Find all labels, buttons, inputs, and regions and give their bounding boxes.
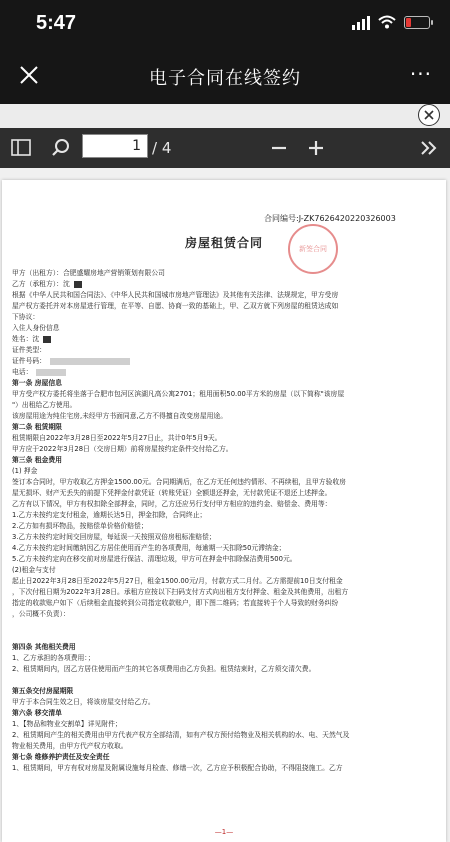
blank-line: [12, 631, 434, 642]
contract-line: 电话：: [12, 367, 434, 378]
zoom-in-icon[interactable]: [305, 136, 327, 160]
contract-line: ，公司概不负责）：: [12, 610, 70, 618]
contract-line: 乙方（承租方）：沈: [12, 279, 434, 290]
signal-icon: [352, 14, 370, 30]
page-number-input[interactable]: 1: [82, 134, 148, 158]
contract-line: 3.乙方未按约定时间交回房屋，每延误一天按照双倍房租标准赔偿；: [12, 533, 216, 541]
battery-icon: [404, 16, 430, 29]
contract-line: 甲方（出租方）：合肥盛耀房地产营销策划有限公司: [12, 269, 165, 277]
section-heading: 第三条 租金费用: [12, 456, 62, 464]
wifi-icon: [378, 15, 396, 29]
document-title: 房屋租赁合同: [184, 236, 263, 250]
redaction-mark: [43, 336, 51, 343]
contract-line: 乙方有以下情况，甲方有权扣除全部押金，同时，乙方还应另行支付甲方相应的违约金、赔偿金、费用等：: [12, 500, 332, 508]
redaction-mark: [36, 369, 66, 376]
seal-text: 新签合同: [299, 245, 327, 253]
section-heading: 第一条 房屋信息: [12, 379, 62, 387]
contract-number: 合同编号:J-ZK7626420220326003: [264, 214, 396, 223]
contract-line: 1、乙方承担的各项费用：；: [12, 654, 95, 662]
zoom-out-icon[interactable]: [268, 136, 290, 160]
contract-line: 指定的收款账户如下（后续租金直接转到公司指定收款账户，即下图二维码；若直接转于个人导致的财务纠纷: [12, 599, 339, 607]
section-heading: 第二条 租赁期限: [12, 423, 62, 431]
section-heading: 第六条 移交清单: [12, 709, 62, 717]
blank-line: [12, 620, 434, 631]
contract-line: 2、租赁期间内，因乙方居住使用而产生的其它各项费用由乙方负担。租赁结束时，乙方须交清欠费。: [12, 665, 316, 673]
contract-line: 下协议：: [12, 313, 40, 321]
contract-line: 甲方于本合同生效之日，将该房屋交付给乙方。: [12, 698, 155, 706]
contract-line: 租赁期限自2022年3月28日至2022年5月27日止，共计0年5月9天。: [12, 434, 222, 442]
sidebar-toggle-icon[interactable]: [10, 136, 32, 160]
contract-line: 1、【物品和物业交割单】详见附件；: [12, 720, 122, 728]
section-heading: 第四条 其他相关费用: [12, 643, 76, 651]
contract-line: 证件类型：: [12, 346, 46, 354]
status-icons: [352, 14, 430, 30]
contract-body: [12, 268, 434, 774]
contract-line: 起止日2022年3月28日至2022年5月27日，租金1500.00元/月，付款方式二月付。乙方需提前10日支付租金: [12, 577, 343, 585]
page-title: 电子合同在线签约: [149, 68, 301, 89]
contract-line: ，下次付租日期为2022年3月28日。承租方应按以下扫码支付方式向出租方支付押金、租金及其他费用，出租方: [12, 588, 349, 596]
contract-line: 2、租赁期间产生的相关费用由甲方代表产权方全部结清，如有产权方预付给物业及相关机构的水、电、天然气及: [12, 731, 350, 739]
redaction-mark: [74, 281, 82, 288]
contract-line: 该房屋用途为纯住宅房,未经甲方书面同意,乙方不得擅自改变房屋用途。: [12, 412, 228, 420]
contract-line: 屋无损坏、财产无丢失的前提下凭押金付款凭证（转账凭证）全额退还押金，无付款凭证不退还上述押金。: [12, 489, 332, 497]
blank-line: [12, 675, 434, 686]
contract-line: (2)租金与支付: [12, 566, 56, 574]
contract-line: 甲方受产权方委托将坐落于合肥市包河区滨湖凡高公寓2701；租用面积50.00平方米的房屋（以下简称"该房屋: [12, 390, 345, 398]
contract-line: 根据《中华人民共和国合同法》、《中华人民共和国城市房地产管理法》及其他有关法律、法规规定，甲方受房: [12, 291, 339, 299]
pdf-toolbar: [0, 128, 450, 168]
pdf-page: [2, 180, 446, 842]
contract-line: 2.乙方如有损坏物品，按赔偿单价格价赔偿；: [12, 522, 148, 530]
contract-line: 5.乙方未按约定向在移交前对房屋进行保洁、清理垃圾，甲方可在押金中扣除保洁费用500元。: [12, 555, 297, 563]
viewer-close-bar: [0, 104, 450, 128]
contract-line: 证件号码：: [12, 356, 434, 367]
status-bar: [0, 0, 450, 48]
page-footer: —1—: [214, 828, 234, 836]
section-heading: 第七条 维修养护责任及安全责任: [12, 753, 110, 761]
search-icon[interactable]: [50, 136, 72, 160]
more-menu-button[interactable]: ···: [409, 62, 432, 86]
contract-line: 1、租赁期间，甲方有权对房屋及附属设施每月检查、修缮一次，乙方应予积极配合协助，不得阻挠施工。乙方: [12, 764, 343, 772]
contract-line: 签订本合同时，甲方收取乙方押金1500.00元。合同期满后，在乙方无任何违约情形、不再续租，且甲方验收房: [12, 478, 346, 486]
status-time: 5:47: [36, 12, 77, 34]
contract-line: "）出租给乙方使用。: [12, 401, 77, 409]
section-heading: 第五条交付房屋期限: [12, 687, 74, 695]
contract-line: 甲方应于2022年3月28日（交房日期）前将房屋按约定条件交付给乙方。: [12, 445, 233, 453]
contract-line: 屋产权方委托并对本房屋进行管理，在平等、自愿、协商一致的基础上，甲、乙双方就下列房屋的租赁达成如: [12, 302, 339, 310]
contract-line: 姓名：沈: [12, 334, 434, 345]
contract-line: 入住人身份信息: [12, 324, 60, 332]
chevron-double-right-icon[interactable]: [418, 136, 440, 160]
pdf-viewer: [0, 104, 450, 842]
nav-bar: [0, 48, 450, 104]
contract-line: (1) 押金: [12, 467, 38, 475]
page-total: / 4: [152, 139, 172, 157]
contract-line: 4.乙方未按约定时间缴纳因乙方居住使用而产生的各项费用，每逾期一天扣除50元滞纳金；: [12, 544, 286, 552]
redaction-mark: [50, 358, 130, 365]
contract-line: 物业相关费用，由甲方代产权方收取。: [12, 742, 128, 750]
contract-line: 1.乙方未按约定支付租金，逾期长达5日，押金扣除，合同终止；: [12, 511, 207, 519]
close-circle-icon[interactable]: [418, 104, 440, 126]
